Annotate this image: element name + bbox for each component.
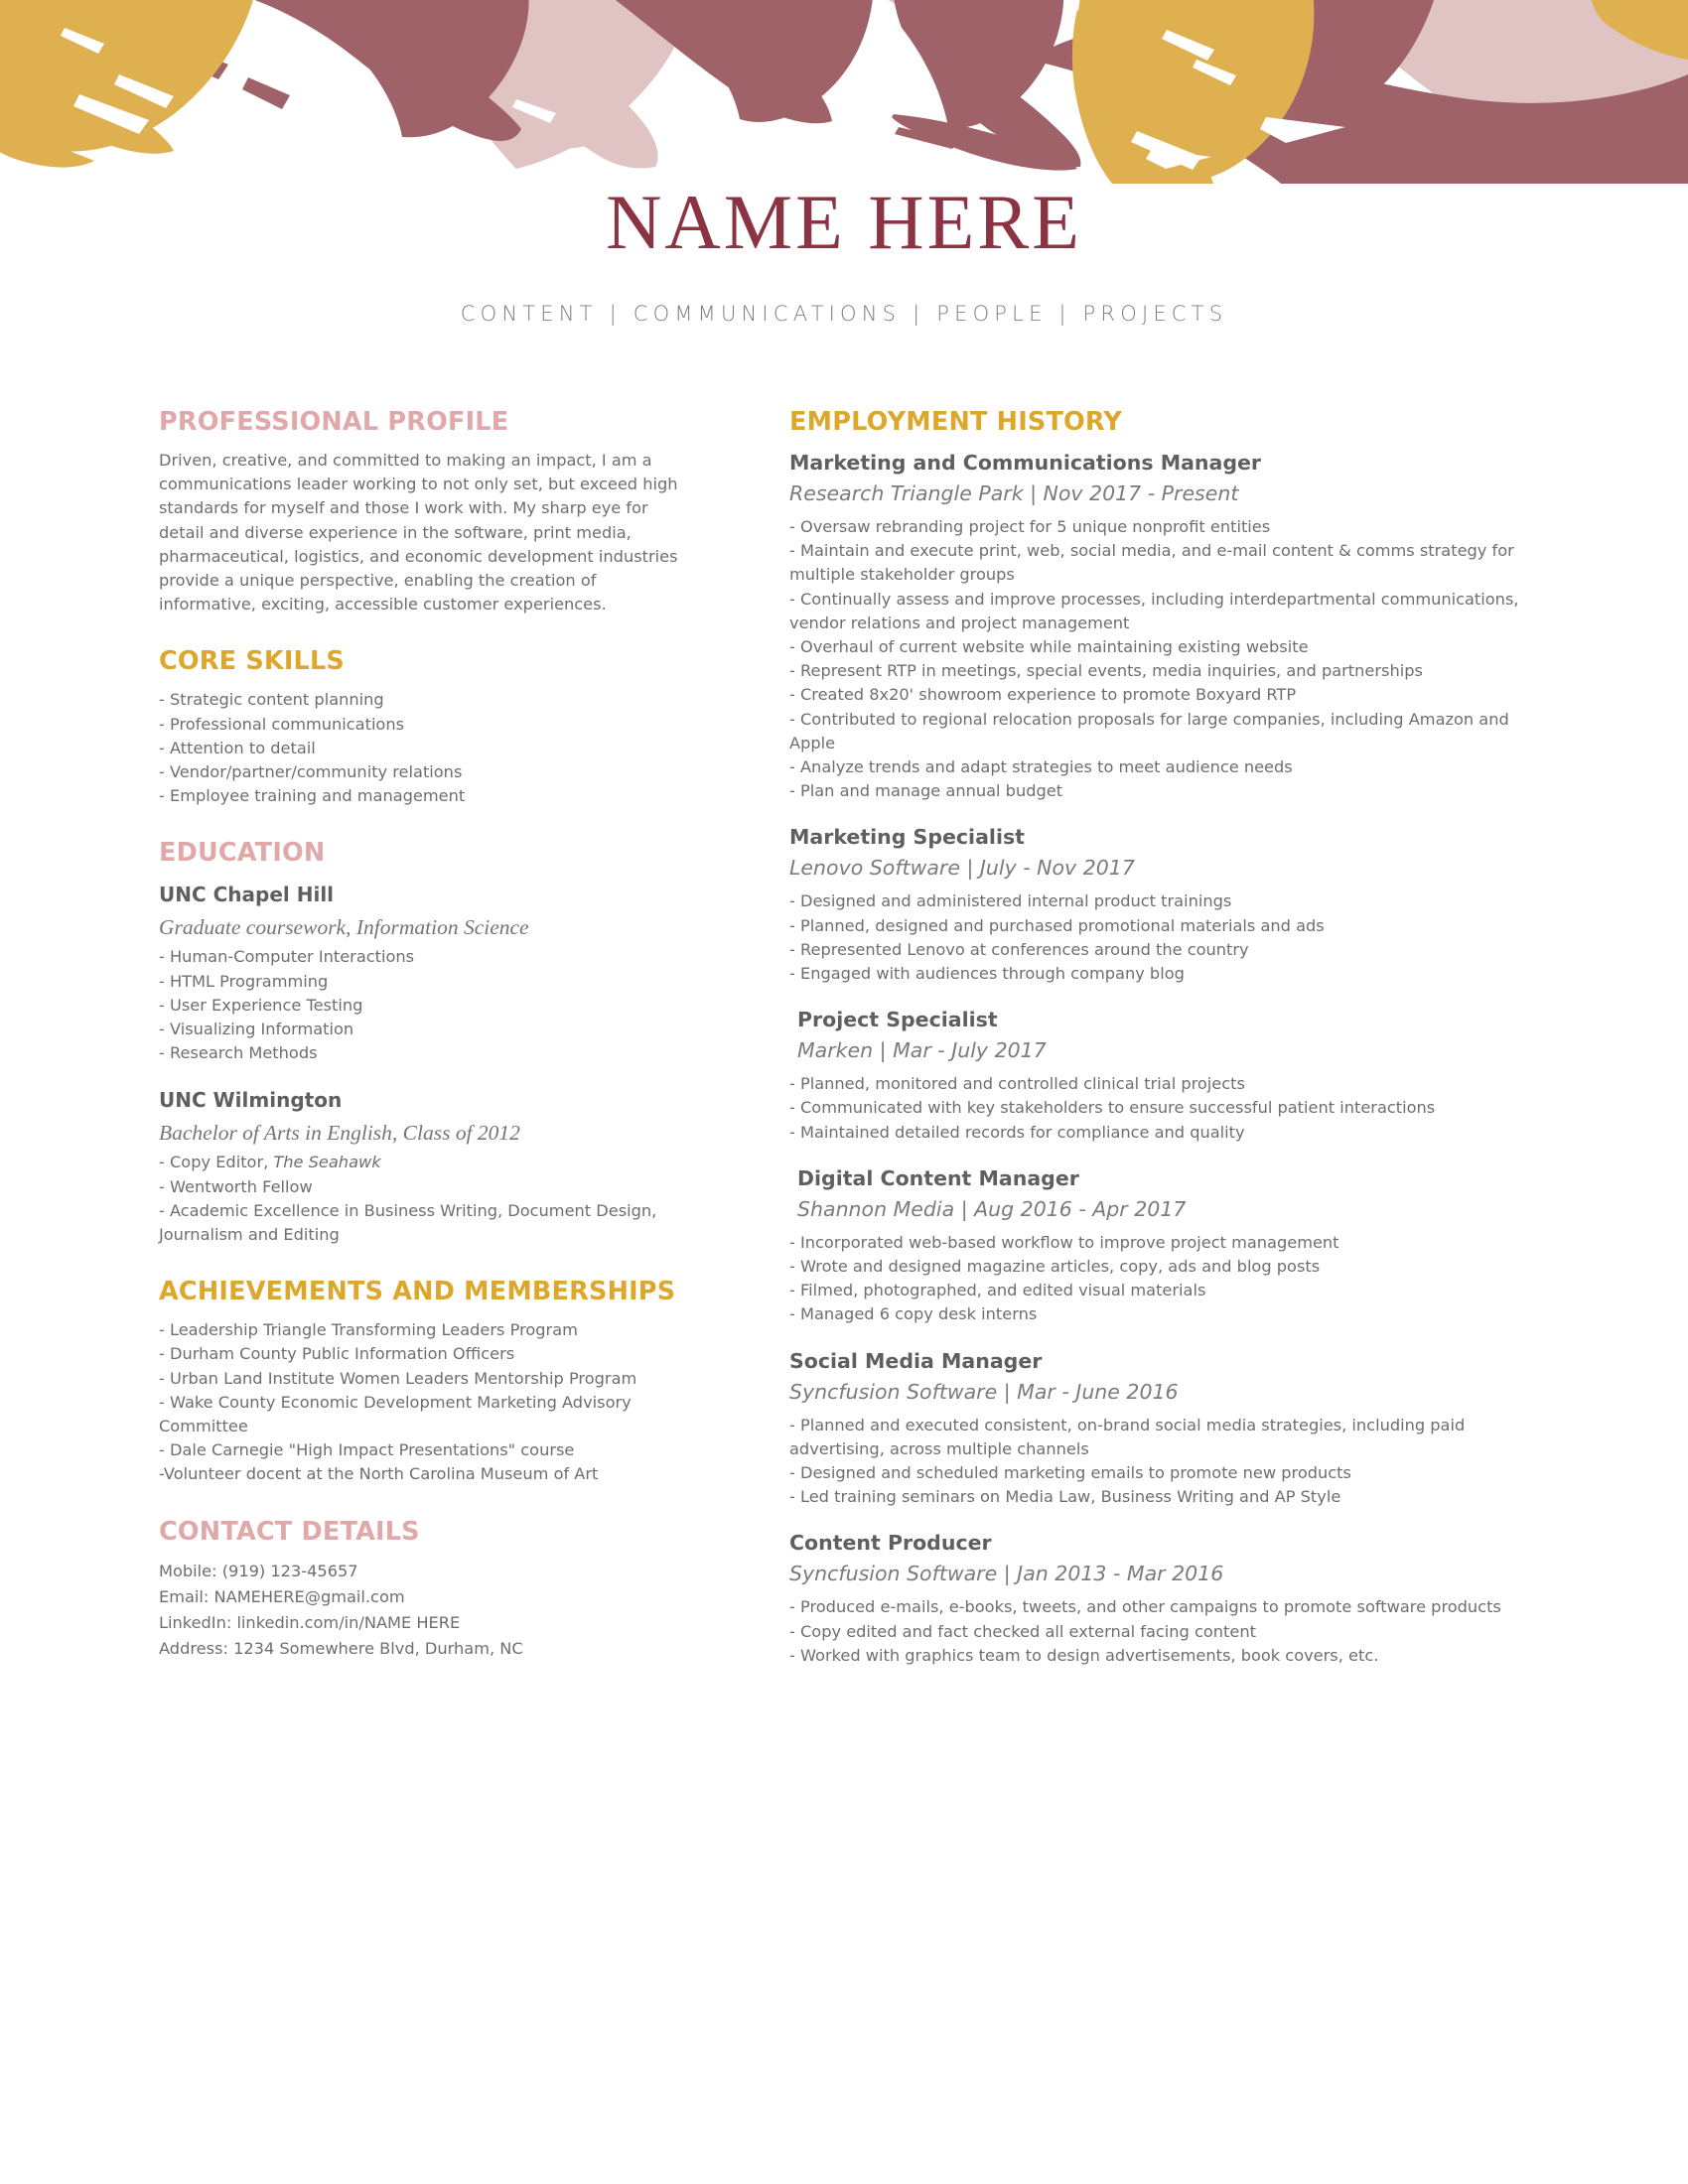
section-heading-education: EDUCATION bbox=[159, 838, 326, 869]
section-professional-profile bbox=[159, 407, 685, 616]
job-title: Digital Content Manager bbox=[797, 1165, 1079, 1190]
job-entry bbox=[789, 1529, 1524, 1668]
list-item bbox=[159, 1151, 685, 1174]
list-item: - Designed and scheduled marketing emails to promote new products bbox=[789, 1463, 1351, 1483]
list-item: - Wake County Economic Development Marketing Advisory Committee bbox=[159, 1392, 632, 1436]
list-item: - Incorporated web-based workflow to improve project management bbox=[789, 1232, 1339, 1252]
list-item: - Represented Lenovo at conferences around the country bbox=[789, 939, 1249, 959]
header-subtitle: CONTENT | COMMUNICATIONS | PEOPLE | PROJECTS bbox=[460, 302, 1228, 326]
list-item: - Designed and administered internal product trainings bbox=[789, 891, 1232, 911]
job-company-dates: Lenovo Software | July - Nov 2017 bbox=[789, 856, 1135, 881]
list-item: - Filmed, photographed, and edited visual materials bbox=[789, 1281, 1206, 1300]
education-school-name: UNC Wilmington bbox=[159, 1088, 343, 1113]
education-detail-list bbox=[159, 945, 685, 1065]
section-heading-contact-details: CONTACT DETAILS bbox=[159, 1516, 420, 1547]
list-item: - Created 8x20' showroom experience to promote Boxyard RTP bbox=[789, 685, 1297, 705]
list-item: - Human-Computer Interactions bbox=[159, 947, 415, 967]
list-item: - Dale Carnegie "High Impact Presentations" course bbox=[159, 1440, 575, 1460]
job-company-dates: Syncfusion Software | Jan 2013 - Mar 2016 bbox=[789, 1562, 1224, 1586]
job-title: Project Specialist bbox=[797, 1008, 998, 1032]
contact-linkedin: LinkedIn: linkedin.com/in/NAME HERE bbox=[159, 1612, 461, 1632]
job-company-dates: Marken | Mar - July 2017 bbox=[797, 1038, 1047, 1063]
list-item: - Planned, monitored and controlled clinical trial projects bbox=[789, 1074, 1245, 1094]
core-skills-list bbox=[159, 688, 685, 808]
list-item: - Planned, designed and purchased promotional materials and ads bbox=[789, 915, 1325, 935]
job-entry bbox=[789, 1164, 1524, 1327]
list-item: - Worked with graphics team to design advertisements, book covers, etc. bbox=[789, 1645, 1379, 1665]
list-item: - Continually assess and improve processes, including interdepartmental communications, vendor relations and project management bbox=[789, 589, 1519, 632]
list-item: - User Experience Testing bbox=[159, 995, 363, 1015]
job-entry bbox=[789, 1006, 1524, 1145]
job-bullet-list bbox=[789, 1072, 1524, 1145]
header-brush-decoration bbox=[0, 0, 1688, 184]
contact-mobile: Mobile: (919) 123-45657 bbox=[159, 1561, 358, 1580]
section-contact-details bbox=[159, 1517, 685, 1662]
left-column bbox=[159, 407, 685, 1692]
list-item: - Vendor/partner/community relations bbox=[159, 762, 463, 782]
page-title: NAME HERE bbox=[606, 179, 1082, 265]
contact-address: Address: 1234 Somewhere Blvd, Durham, NC bbox=[159, 1638, 523, 1658]
list-item: - Analyze trends and adapt strategies to meet audience needs bbox=[789, 757, 1293, 777]
list-item: - Strategic content planning bbox=[159, 690, 384, 710]
list-item: - Attention to detail bbox=[159, 738, 316, 757]
achievements-list bbox=[159, 1318, 685, 1486]
job-bullet-list bbox=[789, 515, 1524, 803]
education-detail-list bbox=[159, 1151, 685, 1247]
list-item: - Planned and executed consistent, on-brand social media strategies, including paid advertising, across multiple channels bbox=[789, 1415, 1466, 1458]
list-item: - Research Methods bbox=[159, 1043, 318, 1063]
education-entry bbox=[159, 1085, 685, 1247]
section-education bbox=[159, 838, 685, 1247]
list-item: - Urban Land Institute Women Leaders Mentorship Program bbox=[159, 1368, 637, 1388]
list-item: - Plan and manage annual budget bbox=[789, 781, 1063, 801]
list-item: - Durham County Public Information Officers bbox=[159, 1344, 515, 1364]
list-item: - Engaged with audiences through company blog bbox=[789, 964, 1185, 984]
list-item: - Wentworth Fellow bbox=[159, 1176, 313, 1196]
list-item: - Academic Excellence in Business Writing, Document Design, Journalism and Editing bbox=[159, 1200, 657, 1245]
job-bullet-list bbox=[789, 889, 1524, 986]
education-degree: Graduate coursework, Information Science bbox=[159, 915, 529, 940]
job-title: Content Producer bbox=[789, 1531, 992, 1556]
list-item: - Wrote and designed magazine articles, copy, ads and blog posts bbox=[789, 1257, 1321, 1277]
job-entry bbox=[789, 1347, 1524, 1510]
section-heading-employment-history: EMPLOYMENT HISTORY bbox=[789, 407, 1123, 437]
list-item: - Employee training and management bbox=[159, 786, 466, 806]
publication-name: The Seahawk bbox=[273, 1153, 381, 1172]
right-column bbox=[789, 407, 1524, 1688]
list-item: - Maintained detailed records for compliance and quality bbox=[789, 1122, 1245, 1142]
job-entry bbox=[789, 449, 1524, 803]
education-degree: Bachelor of Arts in English, Class of 2012 bbox=[159, 1121, 520, 1146]
list-item: - Managed 6 copy desk interns bbox=[789, 1304, 1038, 1324]
header-name-block bbox=[0, 175, 1688, 330]
job-bullet-list bbox=[789, 1231, 1524, 1327]
list-item: - Professional communications bbox=[159, 714, 405, 734]
copy-editor-prefix: - Copy Editor, bbox=[159, 1153, 274, 1172]
job-company-dates: Research Triangle Park | Nov 2017 - Present bbox=[789, 481, 1239, 505]
job-entry bbox=[789, 823, 1524, 986]
section-heading-professional-profile: PROFESSIONAL PROFILE bbox=[159, 407, 509, 437]
list-item: - Leadership Triangle Transforming Leaders Program bbox=[159, 1320, 578, 1340]
job-bullet-list bbox=[789, 1414, 1524, 1510]
contact-email: Email: NAMEHERE@gmail.com bbox=[159, 1586, 405, 1606]
list-item: - Communicated with key stakeholders to ensure successful patient interactions bbox=[789, 1098, 1436, 1118]
section-heading-achievements: ACHIEVEMENTS AND MEMBERSHIPS bbox=[159, 1277, 676, 1307]
list-item: -Volunteer docent at the North Carolina Museum of Art bbox=[159, 1464, 599, 1484]
list-item: - Overhaul of current website while maintaining existing website bbox=[789, 637, 1309, 657]
job-title: Social Media Manager bbox=[789, 1348, 1043, 1373]
list-item: - Copy edited and fact checked all external facing content bbox=[789, 1621, 1256, 1641]
section-achievements bbox=[159, 1277, 685, 1486]
education-school-name: UNC Chapel Hill bbox=[159, 883, 335, 907]
list-item: - Contributed to regional relocation proposals for large companies, including Amazon and Apple bbox=[789, 709, 1509, 752]
section-core-skills bbox=[159, 646, 685, 808]
job-title: Marketing and Communications Manager bbox=[789, 451, 1262, 475]
job-bullet-list bbox=[789, 1595, 1524, 1668]
professional-profile-text: Driven, creative, and committed to making an impact, I am a communications leader working to not only set, but exceed high standards for myself and those I work with. My sharp eye for detail and diverse experience in the software, print media, pharmaceutical, logistics, and economic development industries provide a unique perspective, enabling the creation of informative, exciting, accessible customer experiences. bbox=[159, 451, 678, 614]
list-item: - Oversaw rebranding project for 5 unique nonprofit entities bbox=[789, 517, 1271, 536]
list-item: - Maintain and execute print, web, social media, and e-mail content & comms strategy for multiple stakeholder groups bbox=[789, 541, 1514, 585]
list-item: - Produced e-mails, e-books, tweets, and other campaigns to promote software products bbox=[789, 1597, 1501, 1617]
list-item: - Led training seminars on Media Law, Business Writing and AP Style bbox=[789, 1487, 1341, 1507]
brush-strokes-svg bbox=[0, 0, 1688, 184]
job-company-dates: Syncfusion Software | Mar - June 2016 bbox=[789, 1379, 1179, 1404]
list-item: - Visualizing Information bbox=[159, 1020, 354, 1039]
job-company-dates: Shannon Media | Aug 2016 - Apr 2017 bbox=[797, 1196, 1187, 1221]
list-item: - HTML Programming bbox=[159, 971, 329, 991]
education-entry bbox=[159, 880, 685, 1065]
section-heading-core-skills: CORE SKILLS bbox=[159, 646, 346, 677]
list-item: - Represent RTP in meetings, special events, media inquiries, and partnerships bbox=[789, 661, 1423, 681]
job-title: Marketing Specialist bbox=[789, 825, 1025, 850]
